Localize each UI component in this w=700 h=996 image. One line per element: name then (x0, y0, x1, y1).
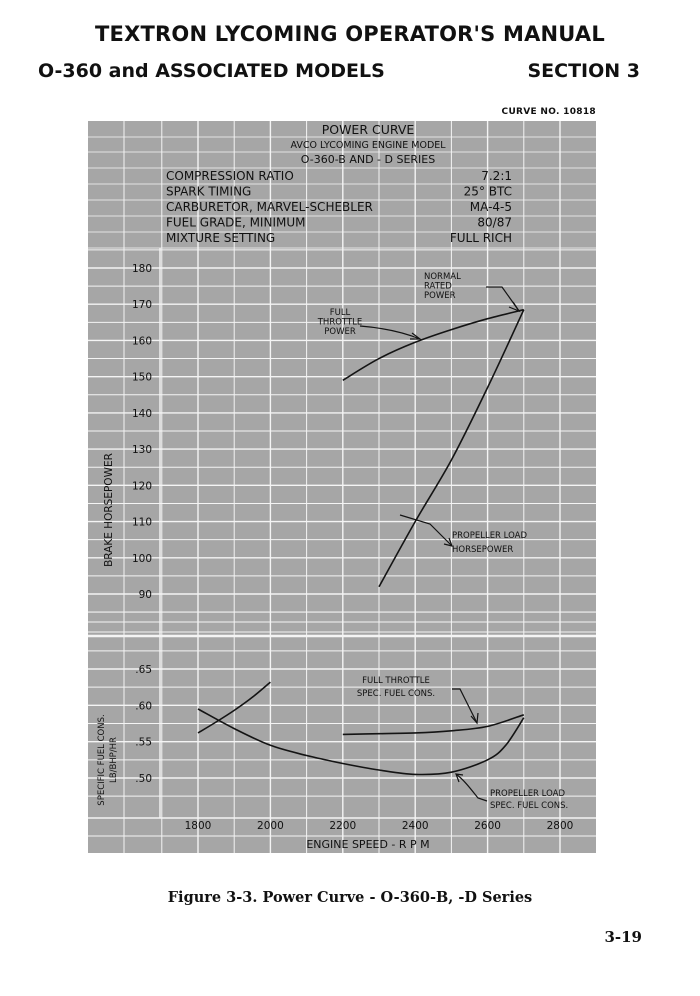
y-tick-label: 110 (131, 516, 152, 529)
spec-value: MA-4-5 (469, 200, 512, 214)
annotation-normal-rated-power: NORMAL (424, 272, 461, 282)
spec-label: CARBURETOR, MARVEL-SCHEBLER (166, 200, 373, 214)
chart-subtitle: O-360-B AND - D SERIES (300, 153, 436, 166)
annotation-normal-rated-power: RATED (424, 281, 452, 292)
x-tick-label: 1800 (184, 820, 212, 832)
page-number: 3-19 (604, 928, 642, 946)
annotation-propeller-load-sfc: SPEC. FUEL CONS. (490, 801, 569, 811)
y-tick-label: 150 (131, 371, 152, 384)
y-tick-label: .55 (135, 736, 152, 749)
annotation-full-throttle-sfc: FULL THROTTLE (362, 676, 430, 686)
x-tick-label: 2000 (257, 820, 284, 832)
annotation-full-throttle-power: FULL (329, 308, 351, 318)
x-tick-label: 2400 (401, 820, 429, 832)
y-tick-label: 100 (131, 552, 152, 565)
chart-background (88, 121, 596, 853)
annotation-normal-rated-power: POWER (424, 291, 456, 301)
y-axis-label: BRAKE HORSEPOWER (103, 453, 115, 567)
spec-label: SPARK TIMING (166, 184, 252, 199)
y-tick-label: .60 (135, 700, 152, 713)
x-axis-label: ENGINE SPEED - R P M (306, 838, 430, 851)
x-tick-label: 2200 (329, 820, 357, 832)
annotation-propeller-load-sfc: PROPELLER LOAD (490, 789, 566, 799)
y-axis-label: LB/BHP/HR (109, 737, 119, 783)
spec-value: 7.2:1 (481, 169, 512, 183)
spec-value: 25° BTC (463, 184, 512, 199)
y-tick-label: 160 (131, 335, 152, 348)
y-axis-label: SPECIFIC FUEL CONS. (97, 714, 107, 806)
chart-title: POWER CURVE (321, 122, 415, 137)
y-tick-label: 120 (131, 480, 152, 493)
annotation-full-throttle-power: THROTTLE (317, 317, 363, 328)
annotation-full-throttle-power: POWER (324, 327, 356, 337)
x-tick-label: 2800 (546, 820, 574, 832)
spec-value: 80/87 (477, 215, 512, 230)
y-tick-label: .65 (135, 664, 152, 676)
annotation-full-throttle-sfc: SPEC. FUEL CONS. (356, 689, 436, 699)
manual-title: TEXTRON LYCOMING OPERATOR'S MANUAL (95, 22, 605, 46)
x-tick-label: 2600 (474, 820, 501, 832)
models-heading: O-360 and ASSOCIATED MODELS (38, 60, 385, 82)
y-tick-label: 130 (131, 444, 152, 457)
spec-label: FUEL GRADE, MINIMUM (166, 215, 306, 230)
spec-value: FULL RICH (449, 231, 512, 245)
curve-number: CURVE NO. 10818 (501, 107, 596, 117)
annotation-propeller-load-hp: HORSEPOWER (452, 545, 514, 555)
y-tick-label: .50 (135, 773, 152, 785)
y-tick-label: 170 (131, 299, 152, 312)
y-tick-label: 140 (131, 407, 152, 420)
y-tick-label: 90 (138, 589, 152, 601)
chart-subtitle: AVCO LYCOMING ENGINE MODEL (290, 140, 446, 151)
annotation-propeller-load-hp: PROPELLER LOAD (452, 531, 528, 541)
figure-caption: Figure 3-3. Power Curve - O-360-B, -D Series (167, 889, 533, 906)
y-tick-label: 180 (131, 263, 152, 275)
spec-label: MIXTURE SETTING (166, 231, 276, 245)
spec-label: COMPRESSION RATIO (166, 169, 294, 183)
section-heading: SECTION 3 (527, 60, 640, 82)
